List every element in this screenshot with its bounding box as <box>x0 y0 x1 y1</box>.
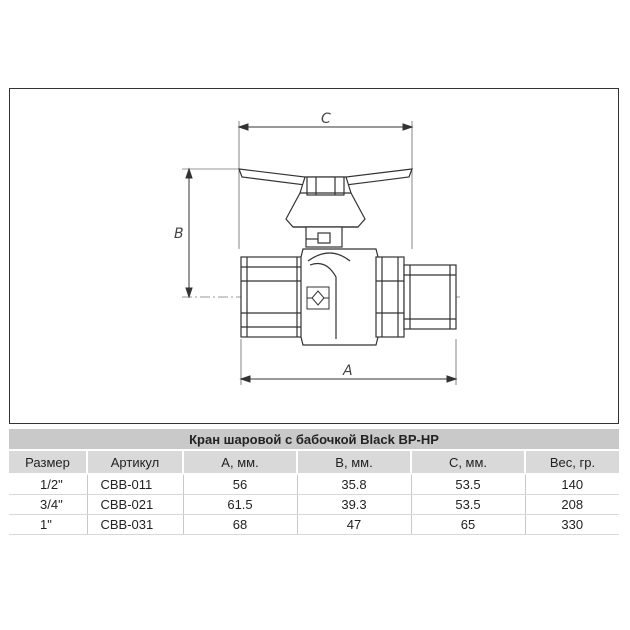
spec-table <box>9 429 619 535</box>
table-row <box>9 495 619 515</box>
butterfly-handle <box>239 169 412 227</box>
cell-b: 35.8 <box>297 474 411 495</box>
cell-article: CBB-021 <box>87 495 183 515</box>
cell-weight: 140 <box>525 474 619 495</box>
cell-b: 47 <box>297 515 411 535</box>
dimension-a-label: A <box>343 363 353 379</box>
cell-article: CBB-011 <box>87 474 183 495</box>
cell-c: 65 <box>411 515 525 535</box>
column-header-b: B, мм. <box>297 450 411 474</box>
table-title: Кран шаровой с бабочкой Black BP-HP <box>9 429 619 450</box>
column-header-weight: Вес, гр. <box>525 450 619 474</box>
ball-valve-drawing <box>10 89 620 425</box>
table-title-row <box>9 429 619 450</box>
dimension-b-label: B <box>174 226 184 242</box>
cell-b: 39.3 <box>297 495 411 515</box>
column-header-c: C, мм. <box>411 450 525 474</box>
table-row <box>9 474 619 495</box>
cell-size: 1" <box>9 515 87 535</box>
cell-weight: 330 <box>525 515 619 535</box>
cell-c: 53.5 <box>411 495 525 515</box>
cell-a: 61.5 <box>183 495 297 515</box>
cell-a: 68 <box>183 515 297 535</box>
column-header-a: A, мм. <box>183 450 297 474</box>
cell-size: 3/4" <box>9 495 87 515</box>
dimension-c-label: C <box>321 111 331 127</box>
column-header-size: Размер <box>9 450 87 474</box>
valve-stem <box>306 227 342 247</box>
cell-weight: 208 <box>525 495 619 515</box>
technical-drawing <box>9 88 619 424</box>
cell-a: 56 <box>183 474 297 495</box>
cell-c: 53.5 <box>411 474 525 495</box>
cell-article: CBB-031 <box>87 515 183 535</box>
cell-size: 1/2" <box>9 474 87 495</box>
table-row <box>9 515 619 535</box>
column-header-article: Артикул <box>87 450 183 474</box>
valve-body <box>241 249 456 345</box>
table-header-row <box>9 450 619 474</box>
